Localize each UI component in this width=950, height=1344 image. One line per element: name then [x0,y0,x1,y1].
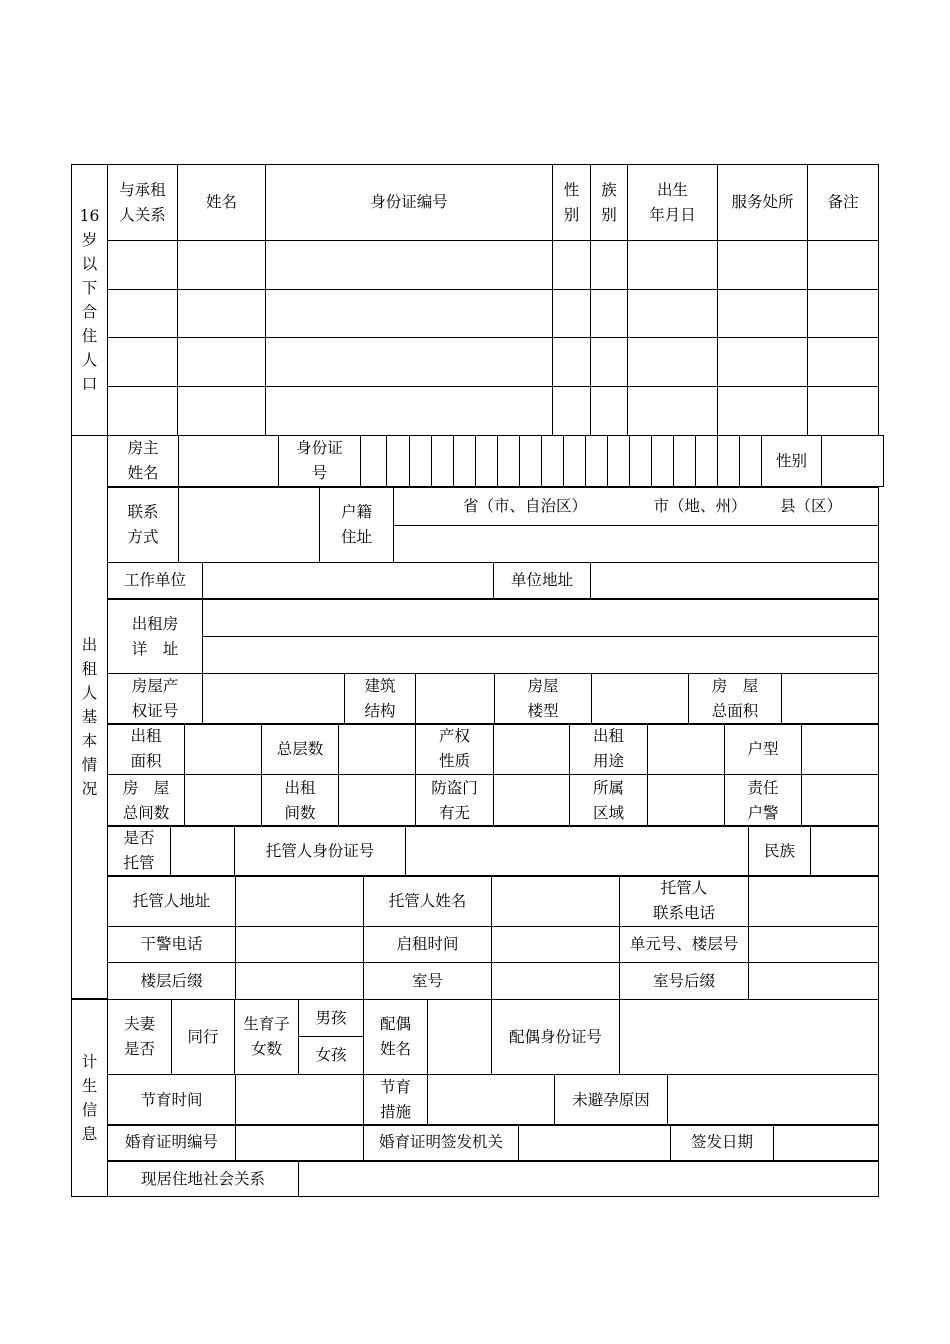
floor-suffix-label: 楼层后缀 [108,963,236,1000]
id-digit-box[interactable] [674,436,696,487]
layout-type-field[interactable] [802,724,879,775]
cell-relation[interactable] [108,241,178,290]
room-no-label: 室号 [364,963,492,1000]
minor-section-label: 16 岁 以 下 合 住 人 口 [72,165,108,436]
rent-start-field[interactable] [492,927,620,963]
cell-id[interactable] [266,241,553,290]
province-label: 省（市、自治区） [462,497,587,515]
reason-label: 未避孕原因 [555,1075,668,1126]
contraception-time-label: 节育时间 [108,1075,236,1126]
spouse-name-label: 配偶 姓名 [364,1000,428,1075]
cell-birthdate[interactable] [628,241,718,290]
spouse-id-field[interactable] [620,1000,879,1075]
cell-birthdate[interactable] [628,387,718,436]
property-nature-label: 产权 性质 [416,724,494,775]
cell-ethnicity[interactable] [591,241,628,290]
contact-row [107,487,878,562]
total-rooms-label: 房 屋 总间数 [108,775,185,827]
room-suffix-label: 室号后缀 [620,963,749,1000]
cell-remark[interactable] [808,290,879,338]
unit-floor-field[interactable] [749,927,879,963]
custodian-id-label: 托管人身份证号 [235,826,406,877]
cell-name[interactable] [178,338,266,387]
layout-type-label: 户型 [725,724,802,775]
cell-name[interactable] [178,241,266,290]
cert-authority-label: 婚育证明签发机关 [364,1125,519,1161]
contact-field[interactable] [179,488,320,563]
owner-gender-field[interactable] [822,436,884,487]
huji-region-line[interactable] [394,488,879,526]
security-door-label: 防盗门 有无 [416,775,494,827]
is-custody-field[interactable] [171,826,235,877]
rent-start-label: 启租时间 [364,927,492,963]
structure-label: 建筑 结构 [345,674,416,725]
id-digit-box[interactable] [432,436,454,487]
officer-phone-field[interactable] [236,927,364,963]
custodian-phone-label: 托管人 联系电话 [620,876,749,927]
cell-name[interactable] [178,387,266,436]
floor-suffix-field[interactable] [236,963,364,1000]
id-digit-box[interactable] [498,436,520,487]
owner-row [107,435,878,487]
cell-workplace[interactable] [718,290,808,338]
unit-address-field[interactable] [591,563,879,599]
id-digit-box[interactable] [608,436,630,487]
unit-address-label: 单位地址 [494,563,591,599]
total-area-field[interactable] [782,674,879,725]
cell-remark[interactable] [808,338,879,387]
city-label: 市（地、州） [653,497,747,515]
cell-remark[interactable] [808,387,879,436]
together-label: 同行 [172,1000,235,1075]
cell-id[interactable] [266,387,553,436]
rent-area-label: 出租 面积 [108,724,185,775]
ethnicity-field[interactable] [811,826,879,877]
id-digit-box[interactable] [718,436,740,487]
id-digit-box[interactable] [630,436,652,487]
cell-workplace[interactable] [718,338,808,387]
cell-ethnicity[interactable] [591,290,628,338]
issue-date-label: 签发日期 [671,1125,774,1161]
property-cert-label: 房屋产 权证号 [108,674,203,725]
total-floors-field[interactable] [339,724,416,775]
id-digit-box[interactable] [454,436,476,487]
cell-relation[interactable] [108,338,178,387]
rent-address-label: 出租房 详 址 [108,600,203,674]
custody-row [107,825,878,875]
id-digit-box[interactable] [476,436,498,487]
rent-address-field-2[interactable] [203,637,879,674]
header-gender: 性 别 [553,165,591,241]
huji-detail-field[interactable] [394,526,879,563]
spouse-id-label: 配偶身份证号 [492,1000,620,1075]
is-custody-label: 是否 托管 [108,826,171,877]
girl-label: 女孩 [299,1037,364,1075]
id-digit-box[interactable] [520,436,542,487]
children-label: 生育子 女数 [235,1000,299,1075]
minor-row [72,387,879,436]
cell-birthdate[interactable] [628,338,718,387]
id-digit-box[interactable] [387,436,410,487]
spouse-name-field[interactable] [428,1000,492,1075]
rent-address-field-1[interactable] [203,600,879,637]
couple-label: 夫妻 是否 [108,1000,172,1075]
contraception-method-field[interactable] [428,1075,555,1126]
cell-gender[interactable] [553,387,591,436]
header-name: 姓名 [178,165,266,241]
id-digit-box[interactable] [652,436,674,487]
total-area-label: 房 屋 总面积 [689,674,782,725]
building-type-label: 房屋 楼型 [495,674,592,725]
work-unit-label: 工作单位 [108,563,203,599]
district-label: 所属 区域 [570,775,648,827]
contraception-time-field[interactable] [236,1075,364,1126]
id-digit-box[interactable] [542,436,564,487]
id-digit-box[interactable] [740,436,762,487]
custodian-name-field[interactable] [492,876,620,927]
custodian-name-label: 托管人姓名 [364,876,492,927]
social-field[interactable] [299,1162,879,1197]
marriage-row [107,999,878,1074]
cell-gender[interactable] [553,290,591,338]
room-suffix-field[interactable] [749,963,879,1000]
huji-address-label: 户籍 住址 [320,488,394,563]
security-door-field[interactable] [494,775,570,827]
county-label: 县（区） [779,497,842,515]
total-rooms-field[interactable] [185,775,262,827]
work-unit-field[interactable] [203,563,494,599]
owner-id-label: 身份证 号 [279,436,361,487]
cert-authority-field[interactable] [519,1125,671,1161]
cell-birthdate[interactable] [628,290,718,338]
minor-row [72,290,879,338]
officer-phone-label: 干警电话 [108,927,236,963]
cell-remark[interactable] [808,241,879,290]
id-digit-box[interactable] [564,436,586,487]
structure-field[interactable] [416,674,495,725]
custodian-phone-field[interactable] [749,876,879,927]
custodian-address-label: 托管人地址 [108,876,236,927]
cell-gender[interactable] [553,338,591,387]
rent-use-label: 出租 用途 [570,724,648,775]
rent-use-field[interactable] [648,724,725,775]
rental-section-label: 出 租 人 基 本 情 况 [72,436,108,999]
total-floors-label: 总层数 [262,724,339,775]
area-rows [107,723,878,825]
owner-gender-label: 性别 [762,436,822,487]
property-row [107,673,878,723]
work-row [107,562,878,599]
rental-section-side [71,435,108,999]
cell-gender[interactable] [553,241,591,290]
id-digit-box[interactable] [696,436,718,487]
contact-label: 联系 方式 [108,488,179,563]
cell-ethnicity[interactable] [591,387,628,436]
minor-row [72,338,879,387]
contraception-method-label: 节育 措施 [364,1075,428,1126]
cell-ethnicity[interactable] [591,338,628,387]
rent-rooms-label: 出租 间数 [262,775,339,827]
header-remark: 备注 [808,165,879,241]
id-digit-box[interactable] [361,436,387,487]
rent-area-field[interactable] [185,724,262,775]
cert-no-label: 婚育证明编号 [108,1125,236,1161]
family-section-label: 计 生 信 息 [72,1000,108,1197]
custodian-rows [107,875,878,999]
issue-date-field[interactable] [774,1125,879,1161]
cell-id[interactable] [266,290,553,338]
id-digit-box[interactable] [410,436,432,487]
header-workplace: 服务处所 [718,165,808,241]
property-nature-field[interactable] [494,724,570,775]
reason-field[interactable] [668,1075,879,1126]
police-label: 责任 户警 [725,775,802,827]
cell-id[interactable] [266,338,553,387]
rent-address-row [107,599,878,673]
cert-no-field[interactable] [236,1125,364,1161]
cell-name[interactable] [178,290,266,338]
certificate-row [107,1124,878,1161]
cell-workplace[interactable] [718,241,808,290]
owner-name-field[interactable] [179,436,279,487]
header-id-number: 身份证编号 [266,165,553,241]
rent-rooms-field[interactable] [339,775,416,827]
social-label: 现居住地社会关系 [108,1162,299,1197]
cell-workplace[interactable] [718,387,808,436]
social-row [107,1161,878,1197]
id-digit-box[interactable] [586,436,608,487]
minor-section [71,164,878,435]
contraception-row [107,1074,878,1124]
family-section-side [71,999,108,1197]
header-ethnicity: 族 别 [591,165,628,241]
boy-label: 男孩 [299,1000,364,1037]
header-birthdate: 出生 年月日 [628,165,718,241]
property-cert-field[interactable] [203,674,345,725]
minor-row [72,241,879,290]
custodian-address-field[interactable] [236,876,364,927]
room-no-field[interactable] [492,963,620,1000]
cell-relation[interactable] [108,387,178,436]
custodian-id-field[interactable] [406,826,749,877]
district-field[interactable] [648,775,725,827]
police-field[interactable] [802,775,879,827]
building-type-field[interactable] [592,674,689,725]
unit-floor-label: 单元号、楼层号 [620,927,749,963]
ethnicity-label: 民族 [749,826,811,877]
owner-name-label: 房主 姓名 [108,436,179,487]
header-relation: 与承租 人关系 [108,165,178,241]
cell-relation[interactable] [108,290,178,338]
